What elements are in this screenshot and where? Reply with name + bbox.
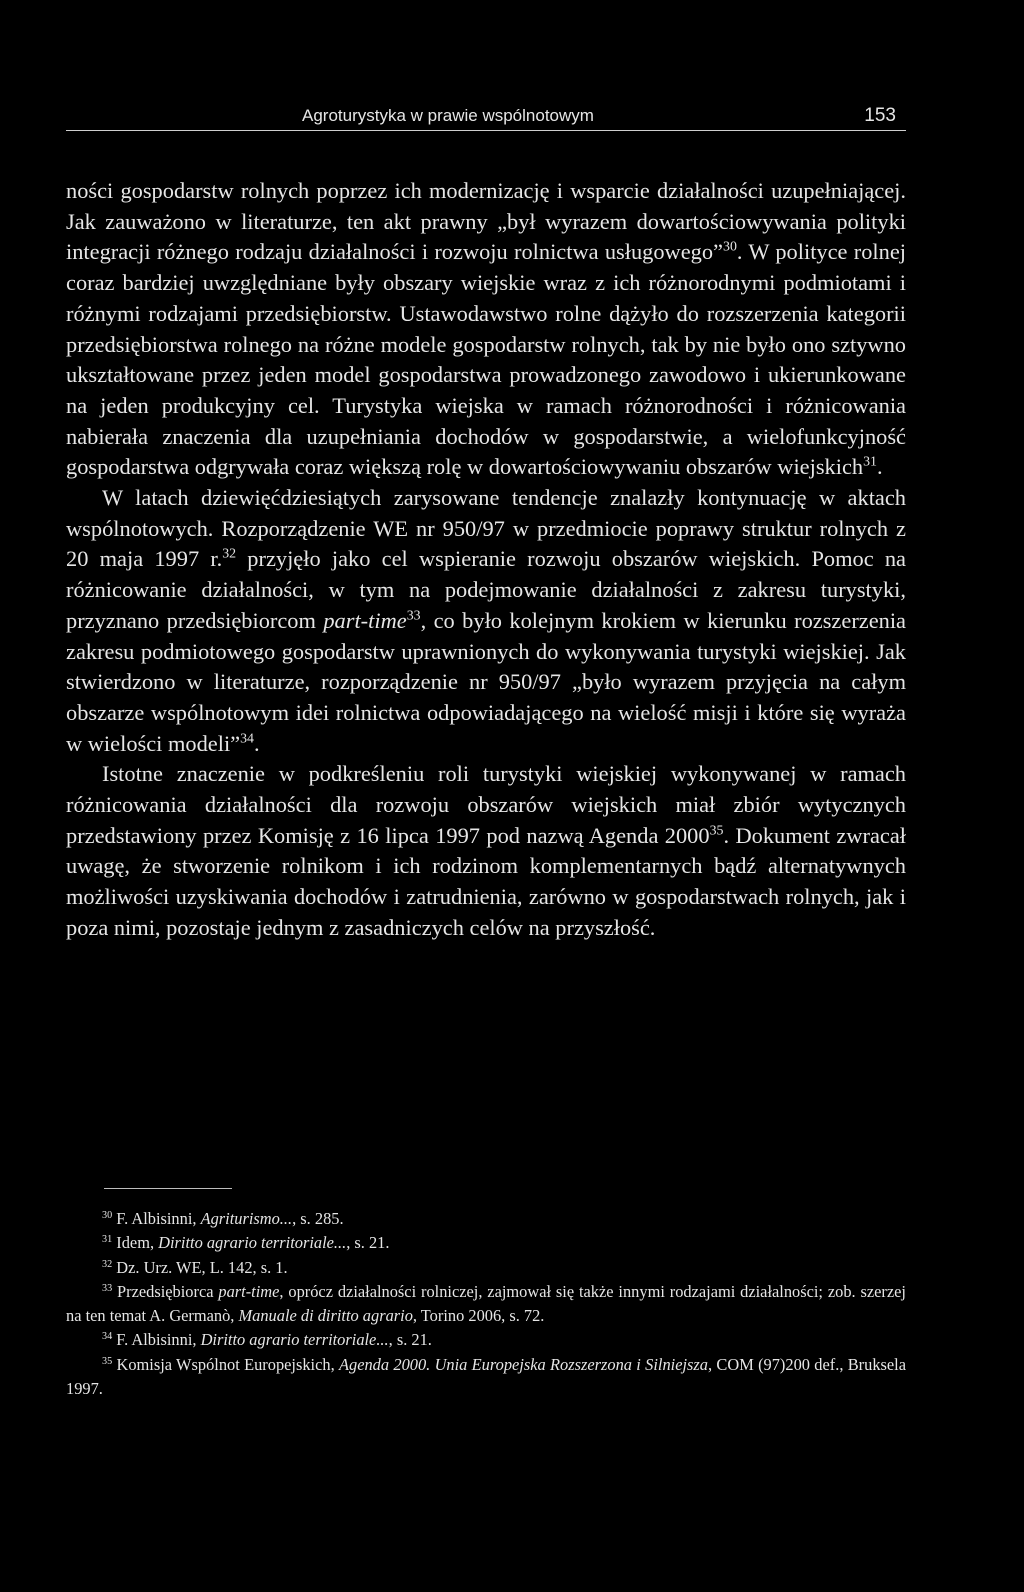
footnote-number: 34 bbox=[102, 1331, 113, 1343]
footnote-italic: part-time bbox=[218, 1281, 280, 1301]
paragraph-3-text-b: . Dokument zwracał uwagę, że stworzenie rolnikom i ich rodzinom komplementarnych bądź alternatywnych możliwości uzyskiwania dochodów i zatrudnienia, zarówno w gospodarstwach rolnych, jak i poza nimi, pozostaje jednym z zasadniczych celów na przyszłość. bbox=[66, 822, 906, 940]
footnote-text: Dz. Urz. WE, L. 142, s. 1. bbox=[116, 1257, 288, 1277]
footnote-text: Idem, bbox=[116, 1233, 159, 1253]
page-number: 153 bbox=[864, 105, 896, 126]
footnote-italic: Manuale di diritto agrario bbox=[238, 1306, 413, 1326]
paragraph-2-text-b: przyjęło jako cel wspieranie rozwoju obszarów wiejskich. Pomoc na różnicowanie działalności, w tym na podejmowanie działalności z zakresu turystyki, przyznano przedsiębiorcom bbox=[66, 546, 906, 633]
footnote-text: , Torino 2006, s. 72. bbox=[412, 1306, 545, 1326]
footnote-number: 33 bbox=[102, 1282, 113, 1294]
footnote-32 bbox=[66, 1256, 906, 1280]
paragraph-1-text-b: . W polityce rolnej coraz bardziej uwzględniane były obszary wiejskie wraz z ich różnorodnymi podmiotami i różnymi rodzajami przedsiębiorstw. Ustawodawstwo rolne dążyło do rozszerzenia kategorii przedsiębiorstwa rolnego na różne modele gospodarstw rolnych, tak by nie było ono sztywno ukształtowane przez jeden model gospodarstwa prowadzonego zawodowo i ukierunkowane na jeden produkcyjny cel. Turystyka wiejska w ramach różnorodności i różnicowania nabierała znaczenia dla uzupełniania dochodów w gospodarstwie, a wielofunkcyjność gospodarstwa odgrywała coraz większą rolę w dowartościowywaniu obszarów wiejskich bbox=[66, 239, 906, 480]
footnote-35 bbox=[66, 1353, 906, 1402]
footnote-text: , s. 21. bbox=[388, 1330, 432, 1350]
paragraph-3-text-a: Istotne znaczenie w podkreśleniu roli turystyki wiejskiej wykonywanej w ramach różnicowania działalności dla rozwoju obszarów wiejskich miał zbiór wytycznych przedstawiony przez Komisję z 16 lipca 1997 pod nazwą Agenda 2000 bbox=[66, 761, 906, 848]
footnote-33 bbox=[66, 1280, 906, 1329]
footnote-number: 31 bbox=[102, 1234, 113, 1246]
footnote-ref-33[interactable]: 33 bbox=[406, 608, 421, 624]
footnote-text: F. Albisinni, bbox=[116, 1209, 201, 1228]
paragraph-2-text-c: , co było kolejnym krokiem w kierunku rozszerzenia zakresu podmiotowego gospodarstw uprawnionych do wykonywania turystyki wiejskiej. Jak stwierdzono w literaturze, rozporządzenie nr 950/97 „było wyrazem przyjęcia na całym obszarze wspólnotowym idei rolnictwa odpowiadającego na wielość misji i które się wyraża w wielości modeli” bbox=[66, 607, 906, 756]
footnote-italic: Agenda 2000. Unia Europejska Rozszerzona i Silniejsza bbox=[339, 1354, 709, 1374]
footnote-italic: Diritto agrario territoriale... bbox=[200, 1330, 389, 1350]
footnote-number: 35 bbox=[102, 1355, 113, 1367]
footnote-text: , s. 285. bbox=[292, 1209, 344, 1228]
footnote-text: Przedsiębiorca bbox=[117, 1281, 219, 1301]
footnote-text: F. Albisinni, bbox=[116, 1330, 201, 1350]
paragraph-2-text-d: . bbox=[253, 730, 260, 756]
footnote-text: , COM (97)200 def., Bruksela 1997. bbox=[66, 1354, 906, 1399]
footnote-number: 30 bbox=[102, 1209, 113, 1221]
paragraph-1 bbox=[66, 176, 906, 483]
footnote-number: 32 bbox=[102, 1258, 113, 1270]
running-header bbox=[66, 106, 906, 131]
paragraph-2-text-a: W latach dziewięćdziesiątych zarysowane tendencje znalazły kontynuację w aktach wspólnotowych. Rozporządzenie WE nr 950/97 w przedmiocie poprawy struktur rolnych z 20 maja 1997 r. bbox=[66, 485, 906, 572]
footnote-text: Komisja Wspólnot Europejskich, bbox=[116, 1354, 339, 1374]
footnote-italic: Diritto agrario territoriale... bbox=[158, 1233, 347, 1253]
footnote-separator bbox=[104, 1188, 232, 1189]
footnote-30 bbox=[66, 1207, 906, 1231]
footnote-ref-32[interactable]: 32 bbox=[222, 547, 237, 563]
main-text bbox=[66, 176, 906, 944]
footnotes bbox=[66, 1207, 906, 1401]
footnote-italic: Agriturismo... bbox=[200, 1209, 293, 1228]
footnote-34 bbox=[66, 1328, 906, 1352]
footnote-text: , s. 21. bbox=[346, 1233, 390, 1253]
paragraph-3 bbox=[66, 759, 906, 943]
paragraph-1-text-a: ności gospodarstw rolnych poprzez ich modernizację i wsparcie działalności uzupełniającej. Jak zauważono w literaturze, ten akt prawny „był wyrazem dowartościowywania polityki integracji różnego rodzaju działalności i rozwoju rolnictwa usługowego” bbox=[66, 178, 906, 265]
running-title: Agroturystyka w prawie wspólnotowym bbox=[302, 106, 594, 125]
footnote-31 bbox=[66, 1231, 906, 1255]
paragraph-1-text-c: . bbox=[876, 454, 883, 480]
paragraph-2 bbox=[66, 483, 906, 759]
footnote-ref-34[interactable]: 34 bbox=[240, 731, 254, 747]
paragraph-2-italic-term: part-time bbox=[323, 607, 407, 633]
footnote-ref-31[interactable]: 31 bbox=[863, 455, 877, 470]
footnote-text: , oprócz działalności rolniczej, zajmował się także innymi rodzajami działalności; zob. szerzej na ten temat A. Germanò, bbox=[66, 1281, 906, 1326]
footnote-ref-30[interactable]: 30 bbox=[723, 240, 737, 256]
footnote-ref-35[interactable]: 35 bbox=[709, 823, 724, 839]
